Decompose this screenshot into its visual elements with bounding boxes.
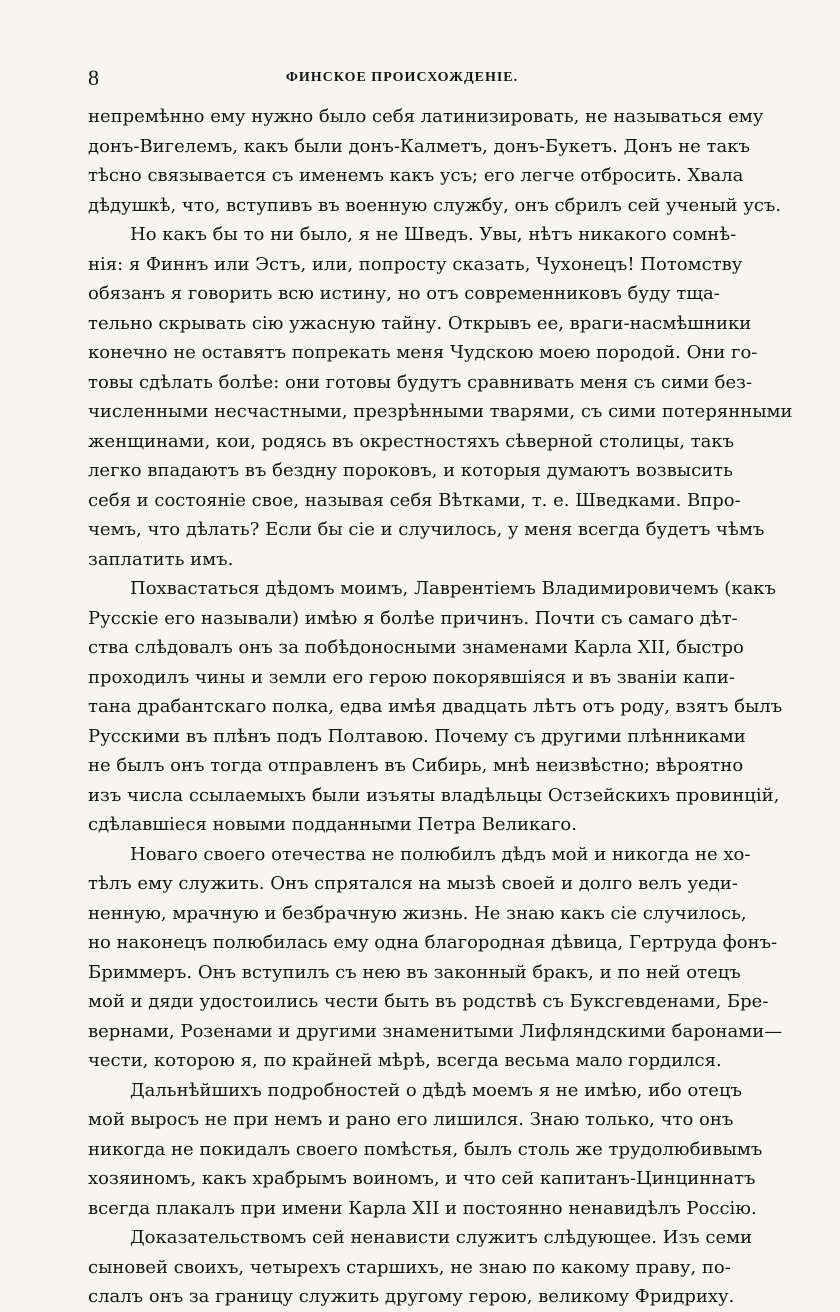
text-line: Доказательствомъ сей ненависти служитъ слѣдующее. Изъ семи bbox=[130, 1227, 753, 1248]
page-body bbox=[88, 102, 793, 1312]
text-line: не былъ онъ тогда отправленъ въ Сибирь, мнѣ неизвѣстно; вѣроятно bbox=[88, 755, 744, 776]
text-line: дѣдушкѣ, что, вступивъ въ военную службу, онъ сбрилъ сей ученый усъ. bbox=[88, 194, 782, 216]
text-line: конечно не оставятъ попрекать меня Чудскою моею породой. Они го- bbox=[88, 342, 758, 363]
text-line: Дальнѣйшихъ подробностей о дѣдѣ моемъ я не имѣю, ибо отецъ bbox=[130, 1079, 742, 1101]
text-line: чемъ, что дѣлать? Если бы сіе и случилось, у меня всегда будетъ чѣмъ bbox=[88, 519, 765, 540]
text-line: никогда не покидалъ своего помѣстья, былъ столь же трудолюбивымъ bbox=[88, 1138, 763, 1160]
text-line: но наконецъ полюбилась ему одна благородная дѣвица, Гертруда фонъ- bbox=[88, 932, 778, 953]
text-line: тѣсно связывается съ именемъ какъ усъ; его легче отбросить. Хвала bbox=[88, 165, 744, 186]
text-line: проходилъ чины и земли его герою покорявшіяся и въ званіи капи- bbox=[88, 666, 735, 688]
page-header bbox=[88, 64, 716, 92]
running-title: ФИНСКОЕ ПРОИСХОЖДЕНІЕ. bbox=[285, 70, 519, 85]
text-line: изъ числа ссылаемыхъ были изъяты владѣльцы Остзейскихъ провинцій, bbox=[88, 784, 780, 806]
paragraph bbox=[88, 1076, 763, 1224]
text-line: Русскіе его называли) имѣю я болѣе причинъ. Почти съ самаго дѣт- bbox=[88, 607, 738, 629]
text-line: тельно скрывать сію ужасную тайну. Открывъ ее, враги-насмѣшники bbox=[88, 312, 752, 334]
text-line: слалъ онъ за границу служить другому герою, великому Фридриху. bbox=[88, 1286, 735, 1307]
text-line: Похвастаться дѣдомъ моимъ, Лаврентіемъ Владимировичемъ (какъ bbox=[130, 578, 776, 599]
text-line: Новаго своего отечества не полюбилъ дѣдъ мой и никогда не хо- bbox=[130, 843, 751, 865]
text-line: тана драбантскаго полка, едва имѣя двадцать лѣтъ отъ роду, взятъ былъ bbox=[88, 696, 783, 717]
text-line: численными несчастными, презрѣнными тварями, съ сими потерянными bbox=[88, 401, 793, 422]
text-line: ненную, мрачную и безбрачную жизнь. Не знаю какъ сіе случилось, bbox=[88, 902, 747, 924]
text-line: сдѣлавшіеся новыми подданными Петра Великаго. bbox=[88, 814, 577, 835]
text-line: хозяиномъ, какъ храбрымъ воиномъ, и что сей капитанъ-Цинциннатъ bbox=[88, 1168, 756, 1189]
text-line: сыновей своихъ, четырехъ старшихъ, не знаю по какому праву, по- bbox=[88, 1256, 731, 1278]
paragraph bbox=[88, 220, 793, 574]
text-line: Бриммеръ. Онъ вступилъ съ нею въ законный бракъ, и по ней отецъ bbox=[88, 961, 741, 983]
text-line: непремѣнно ему нужно было себя латинизировать, не называться ему bbox=[88, 106, 764, 127]
text-line: тѣлъ ему служить. Онъ спрятался на мызѣ своей и долго велъ уеди- bbox=[88, 873, 738, 894]
text-line: мой выросъ не при немъ и рано его лишился. Знаю только, что онъ bbox=[88, 1109, 734, 1130]
text-line: вернами, Розенами и другими знаменитыми Лифляндскими баронами— bbox=[88, 1020, 783, 1042]
text-line: Русскими въ плѣнъ подъ Полтавою. Почему съ другими плѣнниками bbox=[88, 725, 746, 747]
paragraph bbox=[88, 574, 783, 840]
text-line: ства слѣдовалъ онъ за побѣдоносными знаменами Карла XII, быстро bbox=[88, 637, 744, 658]
text-line: донъ-Вигелемъ, какъ были донъ-Калметъ, донъ-Букетъ. Донъ не такъ bbox=[88, 135, 750, 157]
text-line: заплатить имъ. bbox=[88, 548, 234, 570]
paragraph bbox=[88, 102, 782, 220]
text-line: мой и дяди удостоились чести быть въ родствѣ съ Буксгевденами, Бре- bbox=[88, 991, 769, 1012]
text-line: товы сдѣлать болѣе: они готовы будутъ сравнивать меня съ сими без- bbox=[88, 371, 753, 393]
text-line: Но какъ бы то ни было, я не Шведъ. Увы, нѣтъ никакого сомнѣ- bbox=[130, 224, 737, 245]
page-number: 8 bbox=[88, 65, 99, 90]
text-line: женщинами, кои, родясь въ окрестностяхъ сѣверной столицы, такъ bbox=[88, 430, 735, 452]
text-line: легко впадаютъ въ бездну пороковъ, и которыя думаютъ возвысить bbox=[88, 460, 733, 481]
paragraph bbox=[88, 840, 783, 1076]
text-line: чести, которою я, по крайней мѣрѣ, всегда весьма мало гордился. bbox=[88, 1050, 722, 1071]
text-line: обязанъ я говорить всю истину, но отъ современниковъ буду тща- bbox=[88, 283, 720, 304]
paragraph bbox=[88, 1223, 753, 1312]
text-line: всегда плакалъ при имени Карла XII и постоянно ненавидѣлъ Россію. bbox=[88, 1197, 757, 1219]
text-line: себя и состояніе свое, называя себя Вѣтками, т. е. Шведками. Впро- bbox=[88, 489, 741, 511]
text-line: нія: я Финнъ или Эстъ, или, попросту сказать, Чухонецъ! Потомству bbox=[88, 253, 743, 275]
